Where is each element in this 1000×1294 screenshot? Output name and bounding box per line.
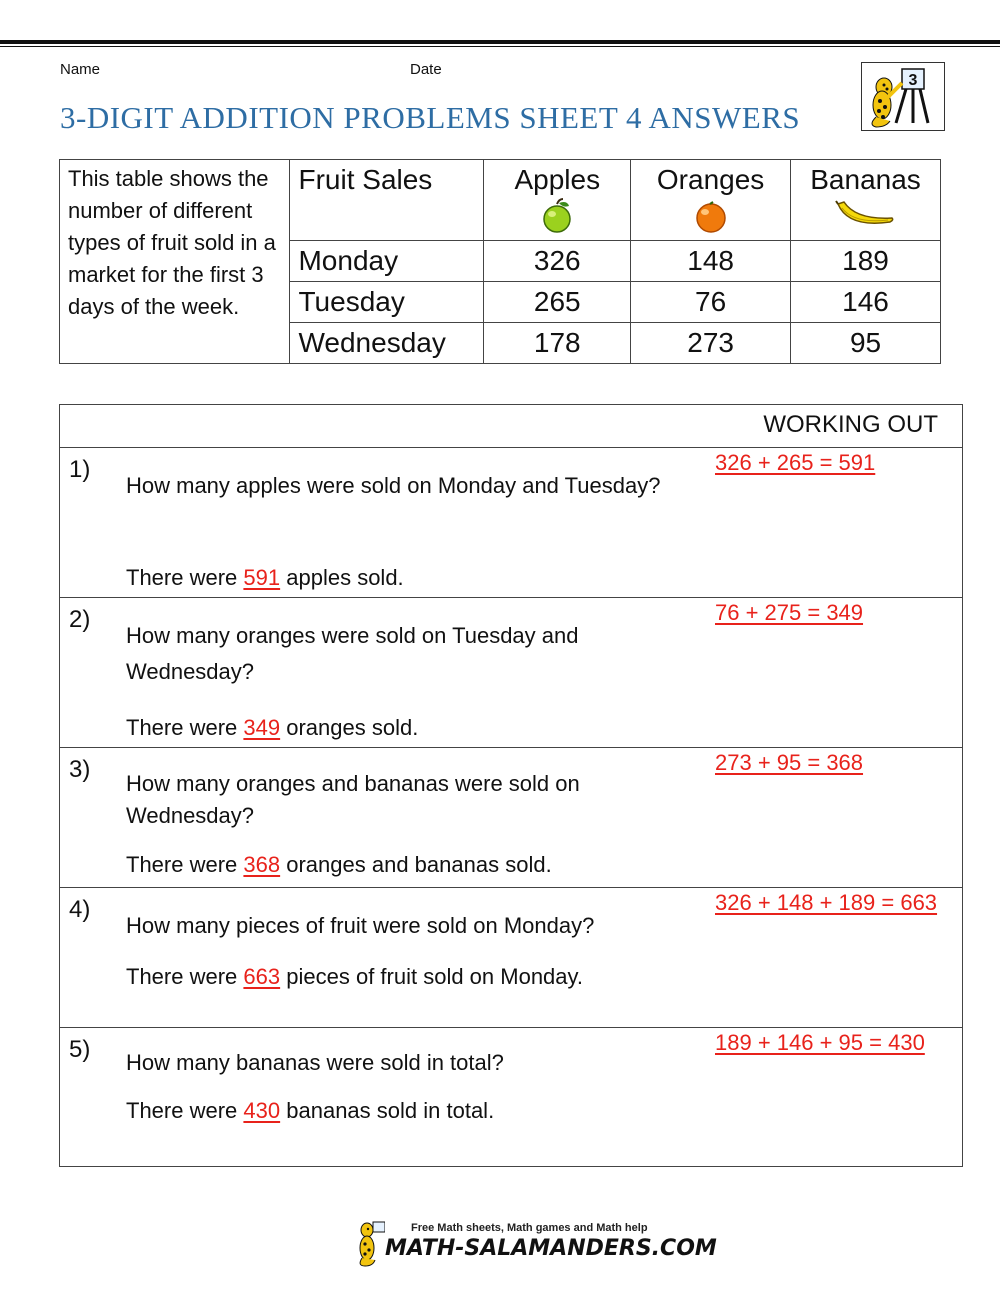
answer-sentence: [126, 852, 552, 878]
row-day: Tuesday: [290, 282, 484, 323]
cell-value: 273: [631, 323, 791, 364]
footer-tagline: Free Math sheets, Math games and Math help: [411, 1222, 648, 1234]
top-rule: [0, 40, 1000, 44]
answer-sentence: [126, 964, 583, 990]
working-out-label: WORKING OUT: [763, 411, 938, 438]
answer-value: 430: [243, 1098, 281, 1123]
apple-icon: [537, 198, 577, 234]
working-out: 326 + 148 + 189 = 663: [715, 890, 938, 915]
answer-value: 368: [243, 852, 281, 877]
working-out: 273 + 95 = 368: [715, 750, 864, 775]
question-number: 4): [69, 896, 91, 923]
cell-value: 76: [631, 282, 791, 323]
answer-post: oranges sold.: [286, 715, 419, 740]
cell-value: 178: [484, 323, 631, 364]
answer-pre: There were: [126, 852, 238, 877]
answer-sentence: [126, 1098, 494, 1124]
top-rule-thin: [0, 46, 1000, 47]
page-title: 3-DIGIT ADDITION PROBLEMS SHEET 4 ANSWERS: [60, 100, 801, 135]
answer-value: 663: [243, 964, 281, 989]
question-number: 5): [69, 1036, 91, 1063]
footer-salamander-icon: [355, 1220, 385, 1268]
answer-post: apples sold.: [286, 565, 404, 590]
answer-value: 349: [243, 715, 281, 740]
question-text: How many oranges and bananas were sold on Wednesday?: [126, 771, 580, 828]
cell-value: 265: [484, 282, 631, 323]
footer-logo: [355, 1218, 717, 1268]
question-5: [60, 1028, 962, 1166]
fruit-sales-table: [59, 159, 941, 364]
working-out: 326 + 265 = 591: [715, 450, 876, 475]
header-apples-label: Apples: [514, 164, 601, 195]
question-4: [60, 888, 962, 1028]
working-out: 76 + 275 = 349: [715, 600, 864, 625]
question-text: How many oranges were sold on Tuesday and Wednesday?: [126, 623, 579, 684]
date-label: Date: [410, 61, 442, 78]
row-day: Wednesday: [290, 323, 484, 364]
answer-sentence: [126, 565, 404, 591]
name-label: Name: [60, 61, 101, 78]
header-oranges: [631, 160, 791, 241]
header-apples: [484, 160, 631, 241]
cell-value: 148: [631, 241, 791, 282]
answer-value: 591: [243, 565, 281, 590]
question-text: How many bananas were sold in total?: [126, 1050, 504, 1075]
answer-pre: There were: [126, 565, 238, 590]
working-out: 189 + 146 + 95 = 430: [715, 1030, 925, 1055]
question-1: [60, 448, 962, 598]
question-number: 3): [69, 756, 91, 783]
question-number: 1): [69, 456, 91, 483]
answer-post: bananas sold in total.: [286, 1098, 495, 1123]
header-fruit-sales: Fruit Sales: [290, 160, 484, 241]
logo-badge-text: 3: [908, 72, 918, 89]
answer-pre: There were: [126, 1098, 238, 1123]
answer-pre: There were: [126, 964, 238, 989]
salamander-logo: [861, 62, 945, 131]
cell-value: 326: [484, 241, 631, 282]
cell-value: 146: [791, 282, 941, 323]
table-intro: This table shows the number of different types of fruit sold in a market for the first 3 days of the week.: [60, 160, 290, 364]
answer-post: pieces of fruit sold on Monday.: [286, 964, 584, 989]
answer-pre: There were: [126, 715, 238, 740]
working-out-header: [60, 405, 962, 448]
salamander-logo-icon: [862, 63, 944, 130]
cell-value: 95: [791, 323, 941, 364]
question-2: [60, 598, 962, 748]
header-bananas: [791, 160, 941, 241]
row-day: Monday: [290, 241, 484, 282]
question-number: 2): [69, 606, 91, 633]
header-bananas-label: Bananas: [810, 164, 921, 195]
answer-post: oranges and bananas sold.: [286, 852, 552, 877]
questions-box: [59, 404, 963, 1167]
question-3: [60, 748, 962, 888]
question-text: How many apples were sold on Monday and Tuesday?: [126, 473, 661, 498]
answer-sentence: [126, 715, 418, 741]
banana-icon: [834, 198, 898, 234]
question-text: How many pieces of fruit were sold on Monday?: [126, 913, 595, 938]
header-oranges-label: Oranges: [656, 164, 765, 195]
orange-icon: [691, 198, 731, 234]
footer-site-name: MATH-SALAMANDERS.COM: [385, 1236, 717, 1261]
cell-value: 189: [791, 241, 941, 282]
